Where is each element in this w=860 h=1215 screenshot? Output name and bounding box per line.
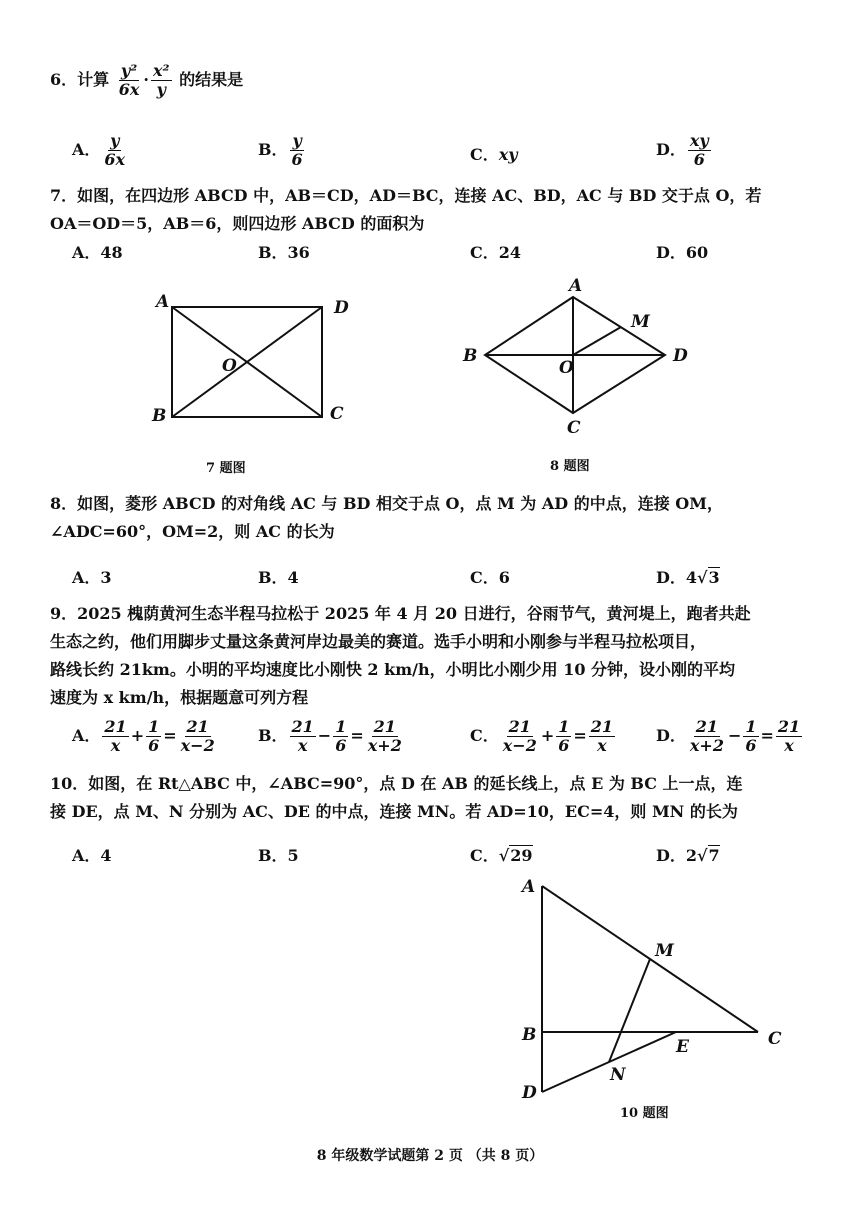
q9-line-4: 速度为 x km/h，根据题意可列方程 — [50, 688, 309, 707]
figure-10-triangle — [510, 870, 800, 1110]
q6-fraction-1: $\frac{\text{y²}}{6x}$ — [118, 61, 140, 99]
q7-option-d: D．60 — [656, 243, 709, 262]
fig10-label-b: B — [522, 1025, 537, 1045]
q8-option-a: A．3 — [72, 568, 112, 587]
page-footer: 8 年级数学试题第 2 页 （共 8 页） — [316, 1148, 544, 1164]
q8-option-b: B．4 — [258, 568, 299, 587]
q9-option-b: B． $\frac{21}{x}$ − $\frac{1}{6}$ = $\frac{21}{x+2}$ — [258, 717, 402, 755]
question-9 — [50, 600, 820, 712]
fig8-label-m: M — [631, 312, 650, 332]
fig10-label-e: E — [676, 1037, 689, 1057]
q6-option-d: D． $\frac{xy}{6}$ — [656, 131, 709, 169]
q9-option-c: C． $\frac{21}{x-2}$ + $\frac{1}{6}$ = $\frac{21}{x}$ — [470, 717, 614, 755]
fig7-label-b: B — [152, 406, 167, 426]
q8-option-d: D．4√3 — [656, 568, 720, 587]
q7-line-2: OA＝OD＝5，AB＝6，则四边形 ABCD 的面积为 — [50, 214, 425, 233]
figure-8-rhombus — [455, 275, 705, 445]
q7-option-a: A．48 — [72, 243, 123, 262]
q6-suffix: 的结果是 — [179, 70, 244, 89]
q10-option-d: D．2√7 — [656, 846, 720, 865]
figure-8-caption: 8 题图 — [550, 459, 590, 474]
question-8 — [50, 490, 820, 546]
q7-option-c: C．24 — [470, 243, 522, 262]
q6-option-b: B． $\frac{y}{6}$ — [258, 131, 303, 169]
q9-option-a: A． $\frac{21}{x}$ + $\frac{1}{6}$ = $\frac{21}{x-2}$ — [72, 717, 215, 755]
fig7-label-d: D — [334, 298, 349, 318]
figure-7-caption: 7 题图 — [206, 461, 246, 476]
q7-option-b: B．36 — [258, 243, 310, 262]
fig10-label-m: M — [655, 941, 674, 961]
q9-line-2: 生态之约，他们用脚步丈量这条黄河岸边最美的赛道。选手小明和小刚参与半程马拉松项目， — [50, 632, 707, 651]
question-7 — [50, 182, 820, 238]
fig7-label-o: O — [222, 356, 237, 376]
q9-line-3: 路线长约 21km。小明的平均速度比小刚快 2 km/h，小明比小刚少用 10 分钟，设小刚的平均 — [50, 660, 736, 679]
q10-line-2: 接 DE，点 M、N 分别为 AC、DE 的中点，连接 MN。若 AD=10，EC=4，则 MN 的长为 — [50, 802, 738, 821]
fig10-label-c: C — [768, 1029, 782, 1049]
fig8-label-b: B — [463, 346, 478, 366]
fig8-label-c: C — [567, 418, 581, 438]
q6-option-a: A． $\frac{y}{6x}$ — [72, 131, 126, 169]
q9-line-1: 9．2025 槐荫黄河生态半程马拉松于 2025 年 4 月 20 日进行，谷雨节气，黄河堤上，跑者共赴 — [50, 604, 751, 623]
q9-option-d: D． $\frac{21}{x+2}$ − $\frac{1}{6}$ = $\frac{21}{x}$ — [656, 717, 801, 755]
q8-line-2: ∠ADC=60°，OM=2，则 AC 的长为 — [50, 522, 335, 541]
fig7-label-a: A — [156, 292, 170, 312]
fig10-label-a: A — [522, 877, 536, 897]
fig7-label-c: C — [330, 404, 344, 424]
question-10 — [50, 770, 820, 826]
fig8-label-d: D — [673, 346, 688, 366]
figure-10-caption: 10 题图 — [620, 1106, 669, 1121]
q10-option-a: A．4 — [72, 846, 112, 865]
fig10-label-d: D — [522, 1083, 537, 1103]
q10-option-c: C．√29 — [470, 846, 533, 865]
question-6: 6．计算 $\frac{\text{y²}}{6x}$ · $\frac{\text{x²}}{y}$ 的结果是 — [50, 61, 244, 99]
q6-prefix: 6．计算 — [50, 70, 110, 89]
q10-option-b: B．5 — [258, 846, 299, 865]
fig10-label-n: N — [610, 1065, 626, 1085]
q6-option-c: C．xy — [470, 145, 518, 164]
figure-7-rectangle — [140, 285, 370, 435]
q8-line-1: 8．如图，菱形 ABCD 的对角线 AC 与 BD 相交于点 O，点 M 为 AD 的中点，连接 OM， — [50, 494, 723, 513]
q8-option-c: C．6 — [470, 568, 510, 587]
fig8-label-o: O — [559, 358, 574, 378]
q10-line-1: 10．如图，在 Rt△ABC 中，∠ABC=90°，点 D 在 AB 的延长线上，点 E 为 BC 上一点，连 — [50, 774, 743, 793]
q6-fraction-2: $\frac{\text{x²}}{y}$ — [152, 61, 170, 99]
q7-line-1: 7．如图，在四边形 ABCD 中，AB＝CD，AD＝BC，连接 AC、BD，AC 与 BD 交于点 O，若 — [50, 186, 762, 205]
fig8-label-a: A — [569, 276, 583, 296]
